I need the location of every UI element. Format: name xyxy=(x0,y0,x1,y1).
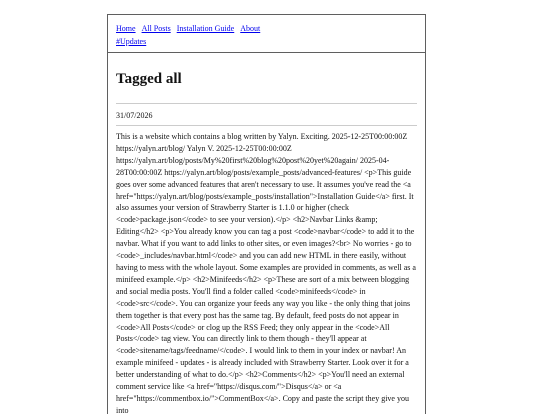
navbar xyxy=(108,15,425,53)
divider xyxy=(116,125,417,126)
nav-link-updates[interactable]: #Updates xyxy=(116,37,147,46)
page-container xyxy=(107,14,426,414)
nav-link-home[interactable]: Home xyxy=(116,24,136,33)
main-content xyxy=(108,69,425,414)
divider xyxy=(116,103,417,104)
nav-link-about[interactable]: About xyxy=(240,24,261,33)
nav-link-installation-guide[interactable]: Installation Guide xyxy=(176,24,235,33)
nav-link-all-posts[interactable]: All Posts xyxy=(141,24,171,33)
post-date: 31/07/2026 xyxy=(116,111,153,120)
page-title: Tagged all xyxy=(116,71,182,87)
feed-text: This is a website which contains a blog written by Yalyn. Exciting. 2025-12-25T00:00:00Z https://yalyn.art/blog/ Yalyn V. 2025-12-25T00:00:00Z https://yalyn.art/blog/posts/My%20first%20blog%20post%20yet%20again/ 2025-04-28T00:00:00Z https://yalyn.art/blog/posts/example_posts/advanced-features/ <p>This guide goes over some advanced features that aren't necessary to use. It assumes you've read the <a href="https://yalyn.art/blog/posts/example_posts/installation">Installation Guide</a> first. It also assumes your version of Strawberry Starter is 1.1.0 or higher (check <code>package.json</code> to see your version).</p> <h2>Navbar Links &amp; Editing</h2> <p>You already know you can tag a post <code>navbar</code> to add it to the navbar. What if you want to add links to other sites, or even images?<br> No worries - go to <code>_includes/navbar.html</code> and you can add new HTML in there easily, without having to mess with the whole layout. Some examples are provided in comments, as well as a minifeed example.</p> <h2>Minifeeds</h2> <p>These are sort of a mix between blogging and social media posts. You'll find a folder called <code>minifeeds</code> in <code>src</code>. You can organize your feeds any way you like - the only thing that joins them together is that every post has the same tag. By default, feed posts do not appear in <code>All Posts</code> or clog up the RSS Feed; they only appear in the <code>All Posts</code> tag view. You can directly link to them though - they'll appear at <code>sitename/tags/feedname/</code>. I would link to them in your index or navbar! An example minifeed - updates - is already included with Strawberry Starter. Look over it for a better understanding of what to do.</p> <h2>Comments</h2> <p>You'll need an external comment service like <a href="https://disqus.com/">Disqus</a> or <a href="https://commentbox.io/">CommentBox</a>. Copy and paste the script they give you into xyxy=(116,132,416,414)
